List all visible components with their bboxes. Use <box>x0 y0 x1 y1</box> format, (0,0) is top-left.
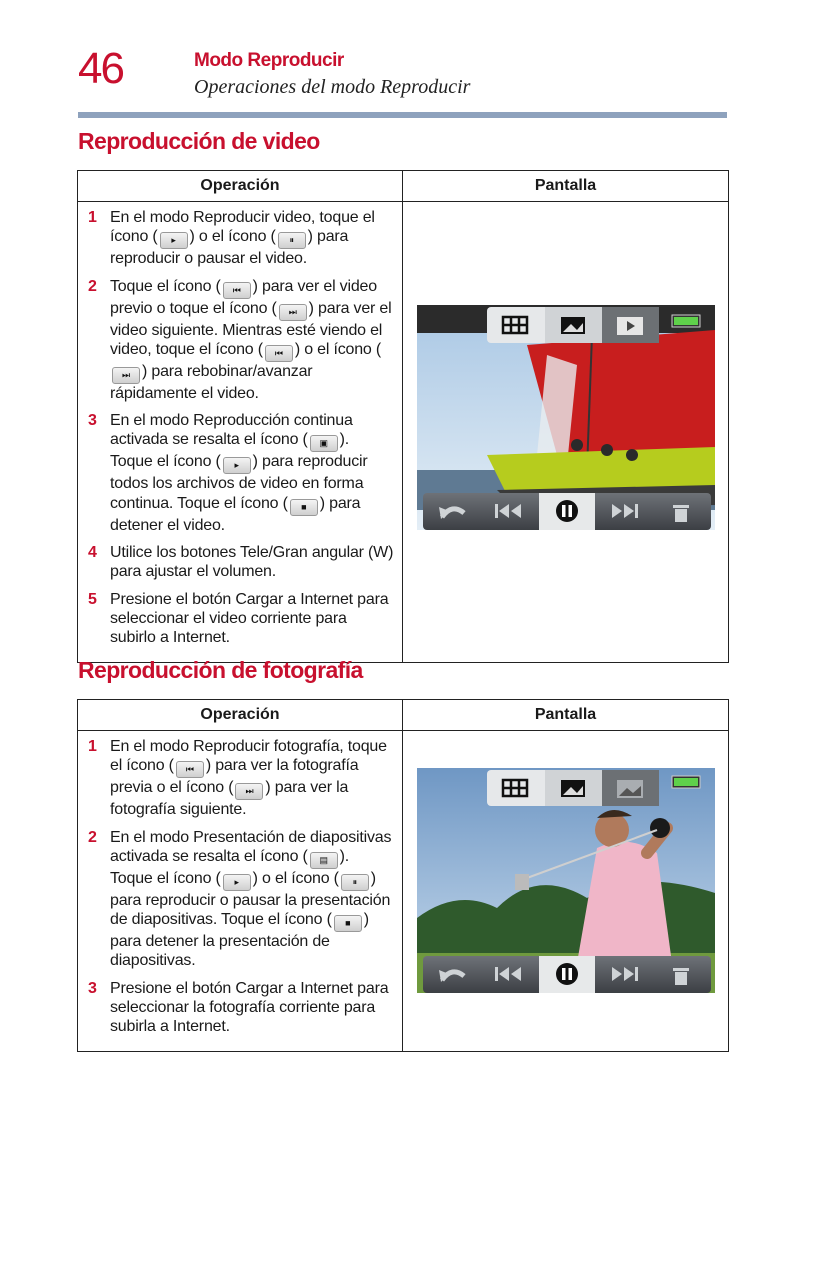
step-text-segment: En el modo Reproducción continua activada se resalta el ícono ( <box>110 412 353 449</box>
column-header-operation: Operación <box>78 700 403 731</box>
step-item <box>86 828 394 971</box>
header-rule <box>78 112 727 118</box>
pause-icon: ⏸ <box>341 874 369 891</box>
step-text-segment: ) o el ícono ( <box>189 228 276 246</box>
step-text-segment: ) para ver el video siguiente. Mientras esté viendo el video, toque el ícono ( <box>110 299 392 358</box>
step-item <box>86 277 394 404</box>
photo-steps <box>78 731 402 1051</box>
step-text-segment: ) para ver el video previo o toque el ícono ( <box>110 277 377 317</box>
step-number: 4 <box>88 544 97 562</box>
section-title-photo: Reproducción de fotografía <box>78 657 363 683</box>
step-item <box>86 737 394 820</box>
chapter-title: Modo Reproducir <box>194 50 344 71</box>
step-number: 5 <box>88 590 97 608</box>
step-text-segment: ). Toque el ícono ( <box>110 431 350 471</box>
play-icon: ▸ <box>223 457 251 474</box>
step-text <box>110 208 394 269</box>
step-text <box>110 411 394 535</box>
step-text-segment: ) para reproducir o pausar la presentación de diapositivas. Toque el ícono ( <box>110 869 391 929</box>
step-item <box>86 590 394 648</box>
step-text-segment: ). Toque el ícono ( <box>110 847 350 887</box>
step-number: 1 <box>88 738 97 755</box>
photo-playback-screenshot <box>417 768 715 993</box>
next-icon: ⏭ <box>235 783 263 800</box>
step-text-segment: Utilice los botones Tele/Gran angular (W) para ajustar el volumen. <box>110 544 394 581</box>
step-item <box>86 543 394 582</box>
video-steps <box>78 202 402 662</box>
step-text-segment: ) para detener la presentación de diapositivas. <box>110 911 369 970</box>
column-header-operation: Operación <box>78 171 403 202</box>
step-text-segment: Toque el ícono ( <box>110 277 221 295</box>
step-number: 2 <box>88 277 97 295</box>
play-icon: ▸ <box>223 874 251 891</box>
step-text-segment: ) para reproducir todos los archivos de video en forma continua. Toque el ícono ( <box>110 453 368 512</box>
step-text-segment: ) o el ícono ( <box>294 340 381 358</box>
step-text-segment: ) para rebobinar/avanzar rápidamente el video. <box>110 362 313 402</box>
step-text-segment: Presione el botón Cargar a Internet para seleccionar la fotografía corriente para subirla a Internet. <box>110 979 389 1036</box>
step-number: 3 <box>88 412 97 430</box>
step-text <box>110 543 394 582</box>
step-item <box>86 979 394 1037</box>
section-title-video: Reproducción de video <box>78 128 320 154</box>
pause-icon: ⏸ <box>278 232 306 249</box>
step-number: 2 <box>88 828 97 846</box>
step-text <box>110 277 394 404</box>
video-playback-screenshot <box>417 305 715 530</box>
column-header-screen: Pantalla <box>403 700 729 731</box>
step-text <box>110 979 394 1037</box>
step-text-segment: ) para detener el video. <box>110 494 361 534</box>
step-text-segment: ) para reproducir o pausar el video. <box>110 228 349 268</box>
step-text-segment: En el modo Reproducir video, toque el ícono ( <box>110 209 375 246</box>
step-text-segment: En el modo Presentación de diapositivas activada se resalta el ícono ( <box>110 828 392 865</box>
previous-icon: ⏮ <box>223 282 251 299</box>
step-text-segment: En el modo Reproducir fotografía, toque el ícono ( <box>110 738 387 775</box>
page-number: 46 <box>78 44 123 93</box>
step-text-segment: ) para ver la fotografía siguiente. <box>110 779 349 819</box>
stop-icon: ■ <box>290 499 318 516</box>
step-number: 3 <box>88 979 97 997</box>
step-text-segment: Presione el botón Cargar a Internet para seleccionar el video corriente para subirlo a Internet. <box>110 590 389 647</box>
previous-icon: ⏮ <box>176 761 204 778</box>
step-text-segment: ) para ver la fotografía previa o el ícono ( <box>110 757 359 797</box>
previous-icon: ⏮ <box>265 345 293 362</box>
step-text <box>110 590 394 648</box>
continuous-icon: ▣ <box>310 435 338 452</box>
chapter-subtitle: Operaciones del modo Reproducir <box>194 76 471 98</box>
column-header-screen: Pantalla <box>403 171 729 202</box>
stop-icon: ■ <box>334 915 362 932</box>
next-icon: ⏭ <box>112 367 140 384</box>
step-item <box>86 208 394 269</box>
step-text <box>110 828 394 971</box>
play-icon: ▸ <box>160 232 188 249</box>
step-text <box>110 737 394 820</box>
step-number: 1 <box>88 209 97 226</box>
step-text-segment: ) o el ícono ( <box>252 869 339 887</box>
step-item <box>86 411 394 535</box>
next-icon: ⏭ <box>279 304 307 321</box>
slideshow-icon: ▤ <box>310 852 338 869</box>
